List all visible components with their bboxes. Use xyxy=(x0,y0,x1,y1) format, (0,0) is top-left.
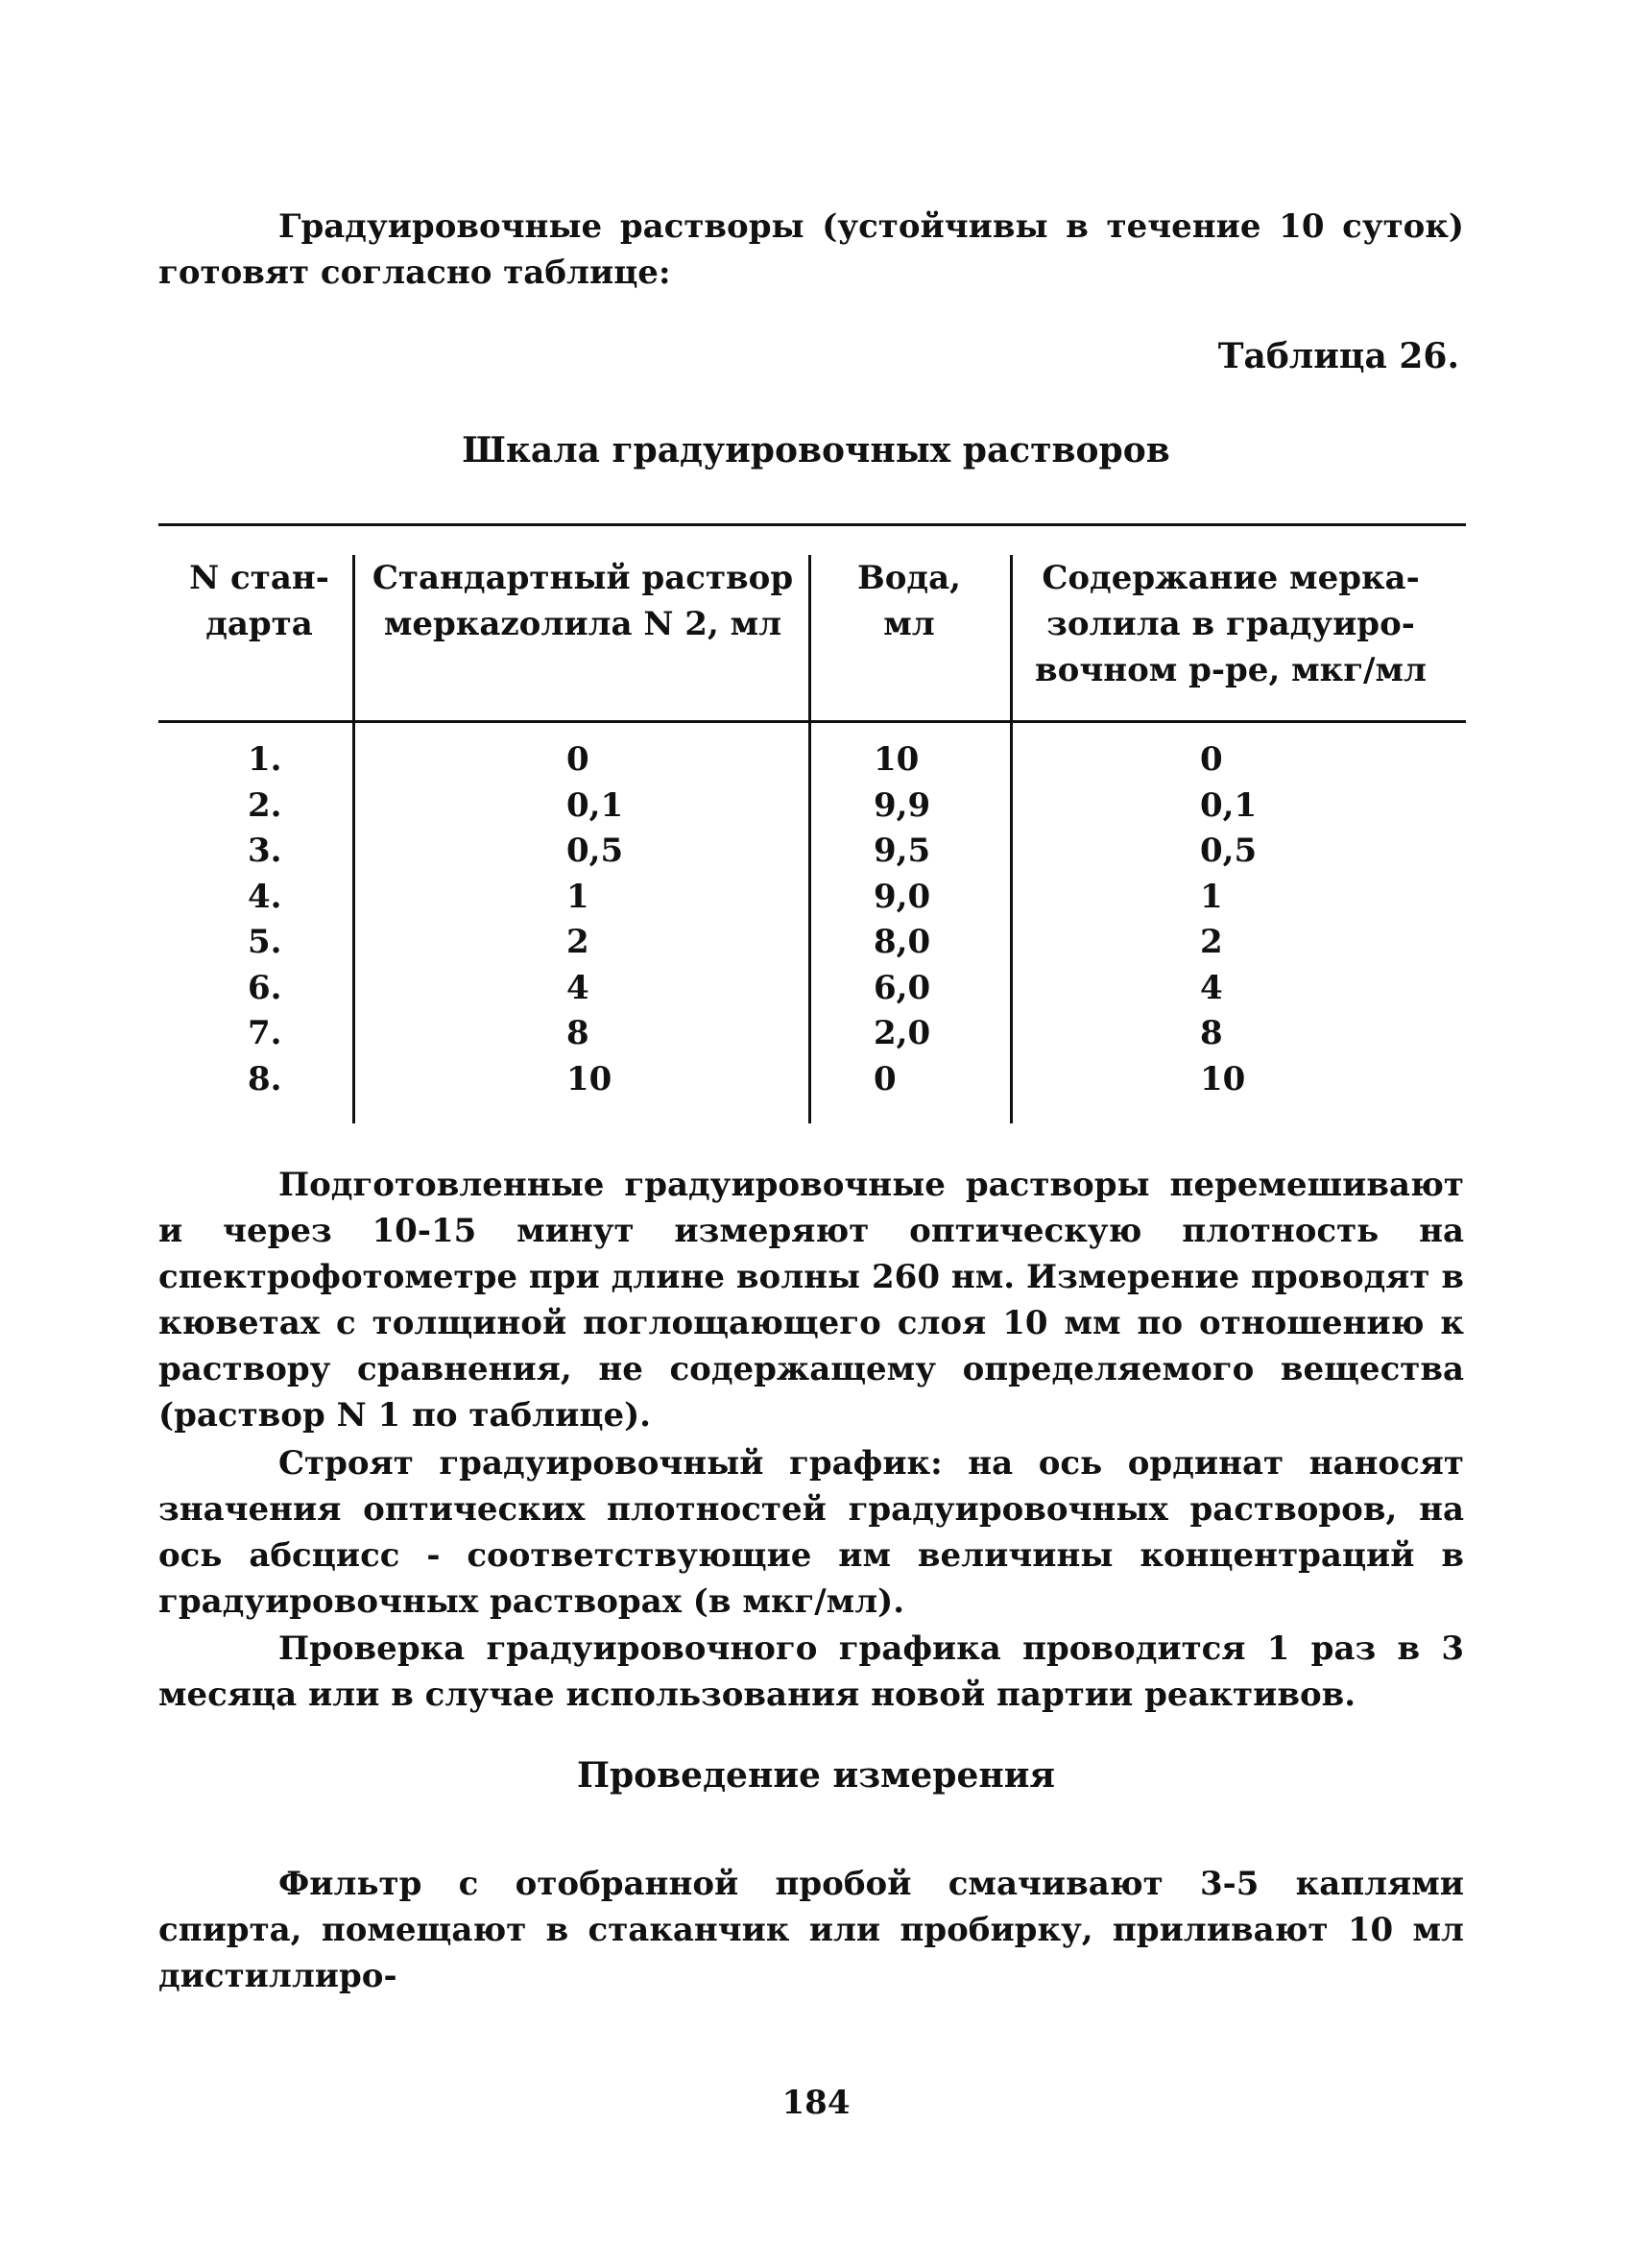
paragraph-calibration-graph: Строят градуировочный график: на ось ординат наносят значения оптических плотностей градуировочных растворов, на ось абсцисс - соответствующие им величины концентраций в градуировочных растворах (в мкг/мл). xyxy=(158,1444,1464,1621)
table-top-rule xyxy=(158,523,1466,526)
table-cell: 4 xyxy=(1200,968,1223,1007)
paragraph-measurement: Фильтр с отобранной пробой смачивают 3-5 каплями спирта, помещают в стаканчик или пробирку, приливают 10 мл дистиллиро- xyxy=(158,1865,1464,1995)
table-cell: 0 xyxy=(566,740,589,779)
paragraph-preparation: Подготовленные градуировочные растворы перемешивают и через 10-15 минут измеряют оптическую плотность на спектрофотометре при длине волны 260 нм. Измерение проводят в кюветах с толщиной поглощающего слоя 10 мм по отношению к раствору сравнения, не содержащему определяемого вещества (раствор N 1 по таблице). xyxy=(158,1166,1464,1435)
table-cell: 8 xyxy=(1200,1014,1223,1052)
table-cell: 8,0 xyxy=(874,923,931,961)
table-cell: 10 xyxy=(1200,1059,1246,1098)
table-cell: 6. xyxy=(248,968,282,1007)
table-cell: 0,1 xyxy=(1200,785,1258,825)
table-cell: 2,0 xyxy=(874,1014,931,1052)
table-cell: 4. xyxy=(248,877,282,916)
page-number: 184 xyxy=(781,2084,851,2122)
table-cell: 0 xyxy=(874,1059,897,1098)
table-cell: 8 xyxy=(566,1014,589,1052)
header-n-standard: N стан- дарта xyxy=(189,559,329,643)
paragraph-check: Проверка градуировочного графика проводится 1 раз в 3 месяца или в случае использования новой партии реактивов. xyxy=(158,1629,1464,1714)
table-cell: 1 xyxy=(1200,877,1223,916)
column-divider xyxy=(352,555,355,1123)
column-water xyxy=(874,737,989,1102)
table-cell: 0,5 xyxy=(1200,832,1258,870)
table-cell: 1 xyxy=(566,877,589,916)
column-divider xyxy=(1010,555,1013,1123)
header-content: Содержание мерка- золила в градуиро- вочном р-ре, мкг/мл xyxy=(1035,559,1427,689)
table-cell: 9,5 xyxy=(874,832,931,870)
table-cell: 0,5 xyxy=(566,832,624,870)
table-cell: 10 xyxy=(566,1059,612,1098)
column-divider xyxy=(808,555,811,1123)
column-n xyxy=(248,737,324,1102)
table-cell: 9,0 xyxy=(874,877,931,916)
table-cell: 0,1 xyxy=(566,785,624,825)
header-standard-solution: Стандартный раствор меркаzолила N 2, мл xyxy=(372,559,794,643)
table-cell: 6,0 xyxy=(874,968,931,1007)
table-cell: 2 xyxy=(566,923,589,961)
table-cell: 7. xyxy=(248,1014,282,1052)
section-heading: Проведение измерения xyxy=(576,1755,1056,1796)
table-title: Шкала градуировочных растворов xyxy=(462,430,1170,470)
table-cell: 5. xyxy=(248,923,282,961)
table-cell: 3. xyxy=(248,832,282,870)
table-cell: 2 xyxy=(1200,923,1223,961)
column-content xyxy=(1200,737,1315,1102)
table-cell: 8. xyxy=(248,1059,282,1098)
header-water: Вода, мл xyxy=(857,559,961,643)
table-label: Таблица 26. xyxy=(1217,336,1459,376)
column-standard-solution xyxy=(566,737,682,1102)
table-cell: 2. xyxy=(248,785,282,825)
table-cell: 1. xyxy=(248,740,282,779)
table-cell: 9,9 xyxy=(874,785,931,825)
table-cell: 4 xyxy=(566,968,589,1007)
table-cell: 10 xyxy=(874,740,920,779)
intro-paragraph: Градуировочные растворы (устойчивы в течение 10 суток) готовят согласно таблице: xyxy=(158,207,1464,292)
table-cell: 0 xyxy=(1200,740,1223,779)
